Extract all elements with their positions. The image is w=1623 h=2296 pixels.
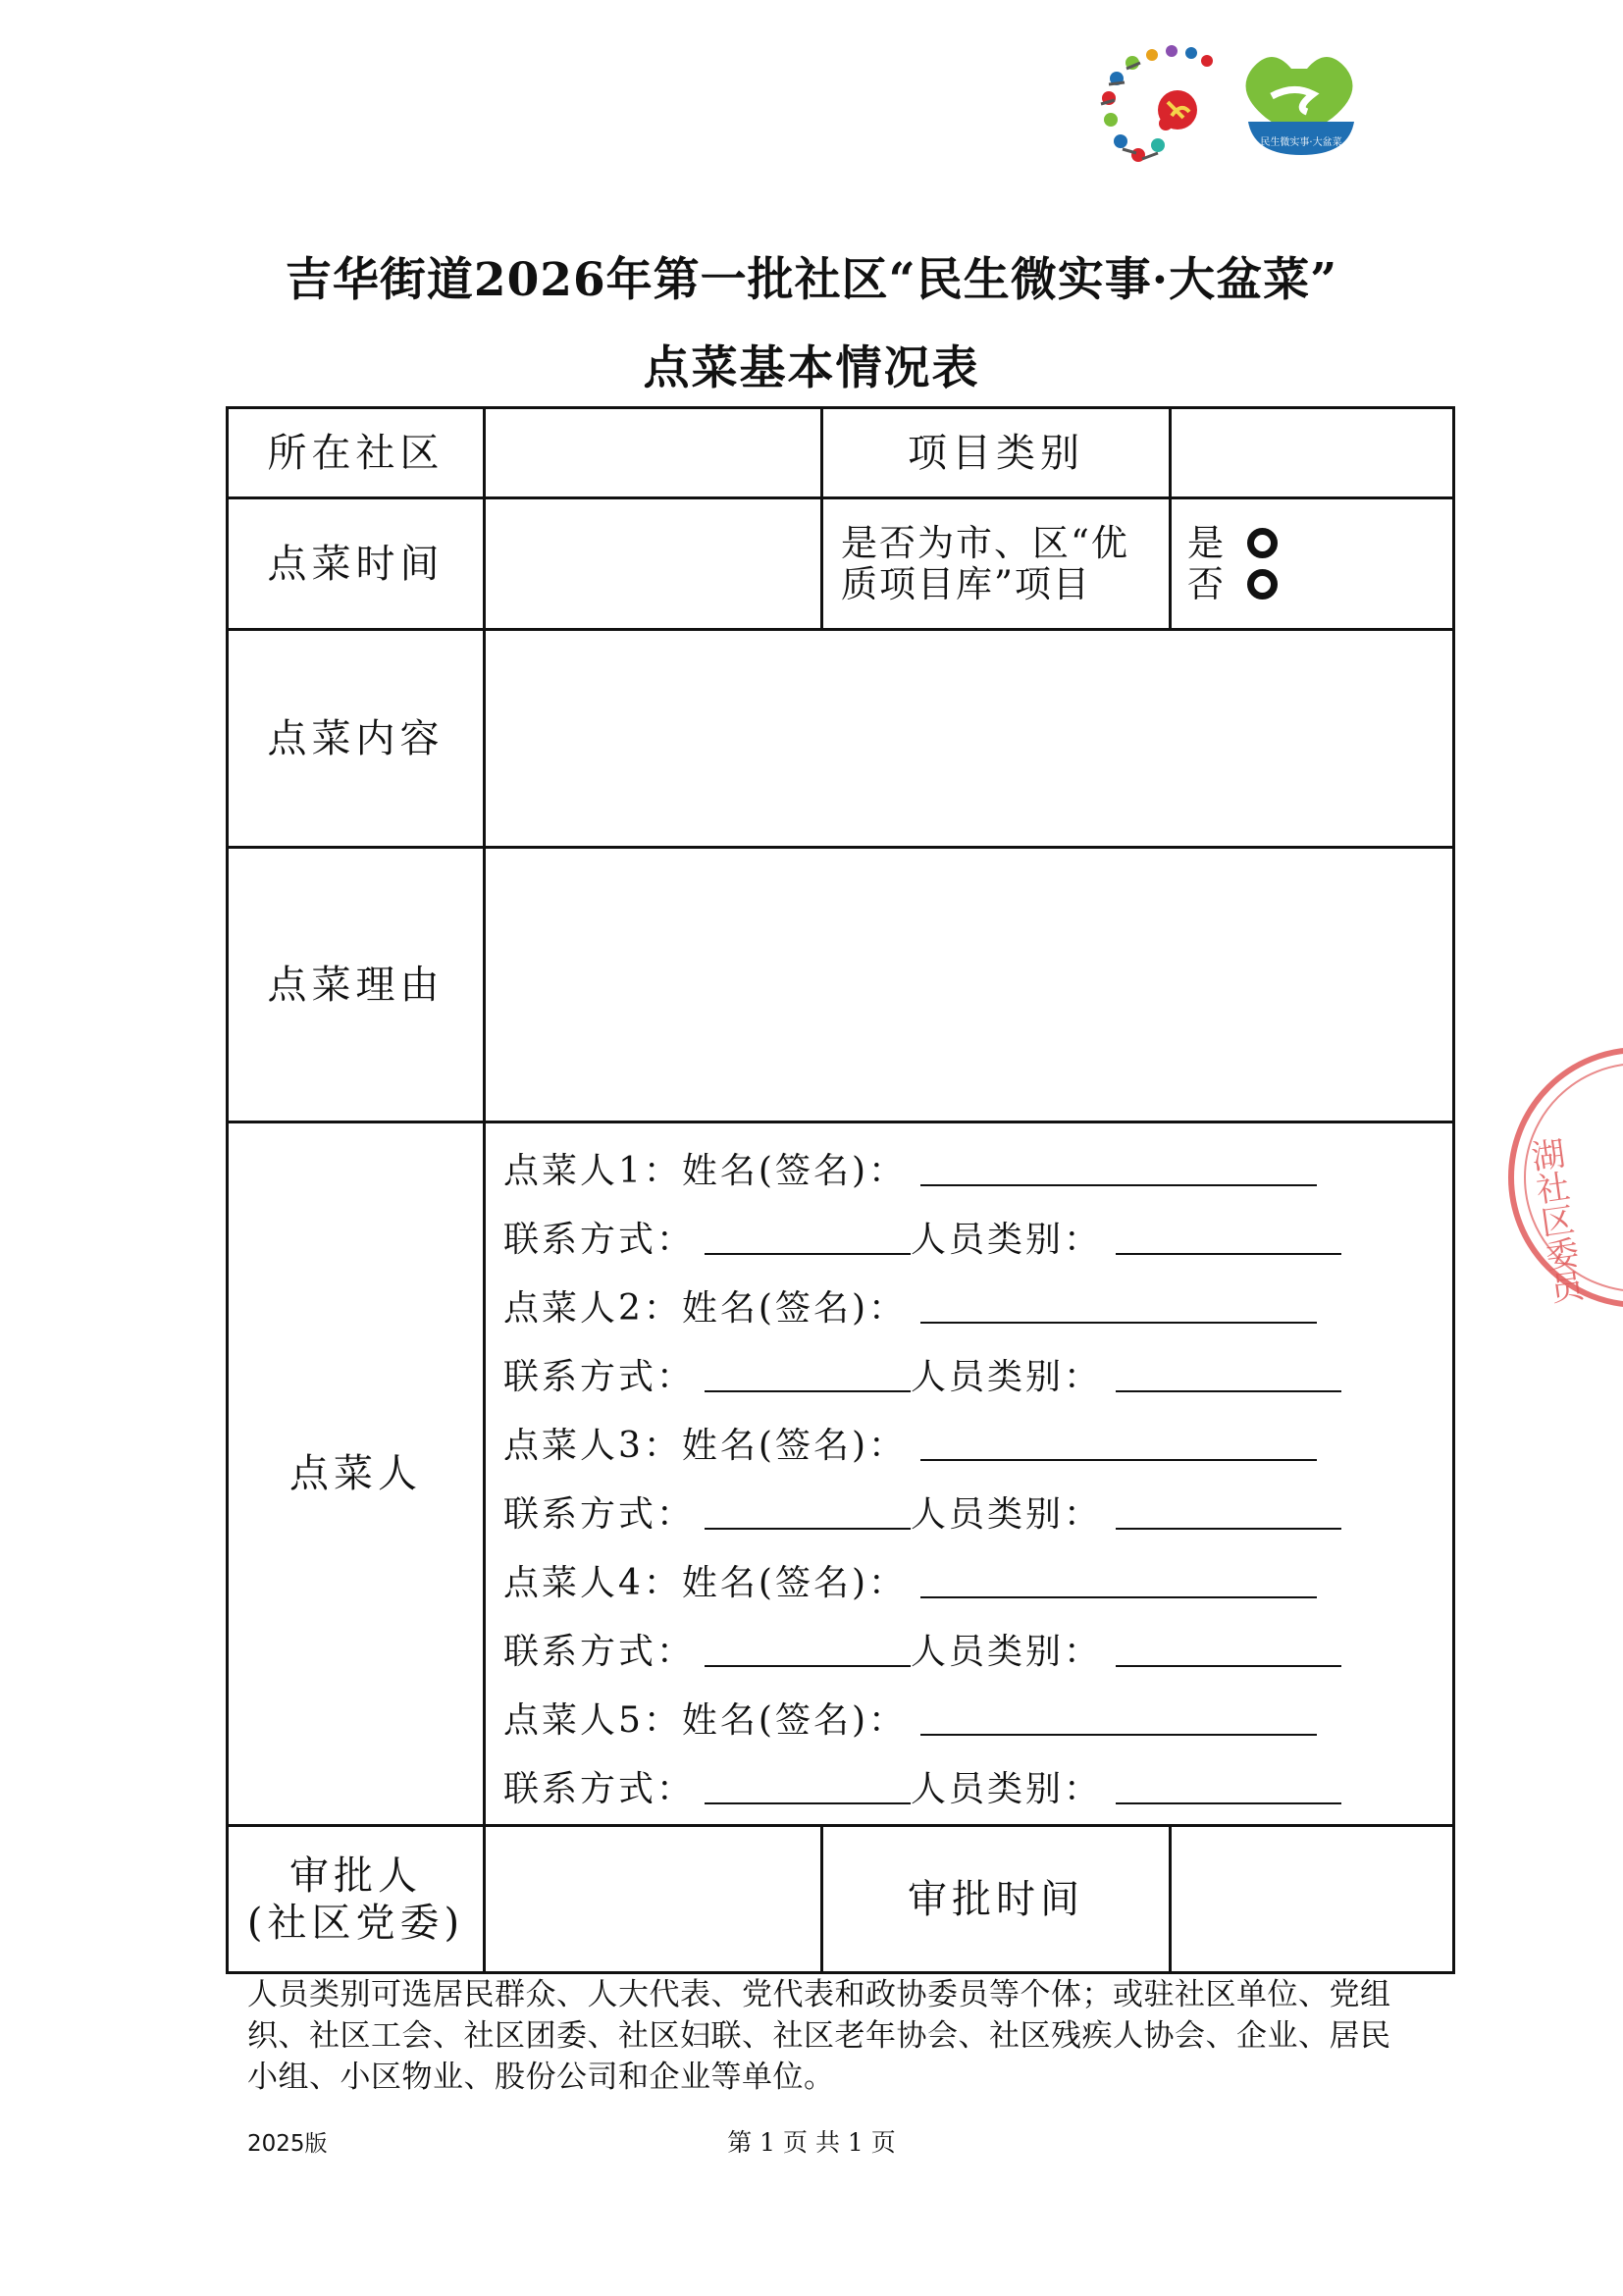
person-4-name-label: 点菜人4：姓名(签名)： — [503, 1562, 907, 1603]
person-3-name-row — [486, 1408, 1452, 1477]
row-approval — [228, 1826, 1454, 1973]
person-5-contact-field[interactable] — [705, 1767, 911, 1804]
person-1-type-label: 人员类别： — [911, 1219, 1103, 1260]
approver-label — [228, 1826, 485, 1973]
person-3-type-label: 人员类别： — [911, 1493, 1103, 1535]
person-3-name-field[interactable] — [920, 1424, 1317, 1461]
person-1-name-field[interactable] — [920, 1149, 1317, 1186]
person-4-contact-field[interactable] — [705, 1630, 911, 1667]
person-4-name-row — [486, 1545, 1452, 1614]
logo-caption: 民生微实事·大盆菜 — [1260, 137, 1342, 148]
page-number: 第 1 页 共 1 页 — [727, 2128, 896, 2157]
quality-choice — [1171, 498, 1454, 630]
person-1-type-field[interactable] — [1116, 1218, 1341, 1255]
no-label: 否 — [1187, 562, 1224, 605]
community-field[interactable] — [485, 408, 822, 498]
stamp-graphic — [1472, 1030, 1623, 1325]
people-heart-logo — [1101, 45, 1213, 162]
person-2-name-row — [486, 1271, 1452, 1339]
page-subtitle: 点菜基本情况表 — [643, 341, 980, 395]
person-1-name-label: 点菜人1：姓名(签名)： — [503, 1150, 907, 1191]
quality-project-label — [822, 498, 1171, 630]
version-label: 2025版 — [247, 2131, 328, 2157]
row-people — [228, 1122, 1454, 1826]
approver-label-line2: (社区党委) — [246, 1900, 465, 1946]
row-reason — [228, 848, 1454, 1122]
row-time — [228, 498, 1454, 630]
person-2-contact-label: 联系方式： — [503, 1356, 696, 1397]
row-community — [228, 408, 1454, 498]
content-field[interactable] — [485, 630, 1454, 848]
person-5-type-label: 人员类别： — [911, 1768, 1103, 1809]
person-1-contact-label: 联系方式： — [503, 1219, 696, 1260]
person-5-name-field[interactable] — [920, 1698, 1317, 1736]
person-5-contact-label: 联系方式： — [503, 1768, 696, 1809]
approver-field[interactable] — [485, 1826, 822, 1973]
yes-radio-icon[interactable] — [1247, 528, 1278, 558]
official-stamp — [1472, 1030, 1623, 1325]
person-1-contact-row — [486, 1202, 1452, 1271]
person-2-type-field[interactable] — [1116, 1355, 1341, 1392]
person-5-name-label: 点菜人5：姓名(签名)： — [503, 1699, 907, 1741]
header-logos — [1087, 39, 1401, 177]
minsheng-bowl-logo — [1246, 57, 1354, 155]
row-content — [228, 630, 1454, 848]
person-3-contact-field[interactable] — [705, 1492, 911, 1530]
person-5-type-field[interactable] — [1116, 1767, 1341, 1804]
category-label: 项目类别 — [822, 408, 1171, 498]
reason-field[interactable] — [485, 848, 1454, 1122]
stamp-text: 湖社区委员 — [1523, 1135, 1586, 1307]
time-label: 点菜时间 — [228, 498, 485, 630]
person-3-contact-label: 联系方式： — [503, 1493, 696, 1535]
person-3-name-label: 点菜人3：姓名(签名)： — [503, 1425, 907, 1466]
approve-time-field[interactable] — [1171, 1826, 1454, 1973]
person-4-type-field[interactable] — [1116, 1630, 1341, 1667]
community-label: 所在社区 — [228, 408, 485, 498]
quality-label-line2: 质项目库”项目 — [841, 562, 1091, 605]
person-3-type-field[interactable] — [1116, 1492, 1341, 1530]
person-4-contact-row — [486, 1614, 1452, 1683]
reason-label: 点菜理由 — [228, 848, 485, 1122]
person-4-contact-label: 联系方式： — [503, 1631, 696, 1672]
approve-time-label: 审批时间 — [822, 1826, 1171, 1973]
time-field[interactable] — [485, 498, 822, 630]
person-1-contact-field[interactable] — [705, 1218, 911, 1255]
approver-label-line1: 审批人 — [289, 1852, 422, 1899]
no-radio-icon[interactable] — [1247, 569, 1278, 600]
order-form-table — [226, 406, 1455, 1974]
no-option[interactable] — [1187, 564, 1452, 605]
category-field[interactable] — [1171, 408, 1454, 498]
yes-option[interactable] — [1187, 523, 1452, 564]
person-2-type-label: 人员类别： — [911, 1356, 1103, 1397]
person-2-name-field[interactable] — [920, 1286, 1317, 1324]
content-label: 点菜内容 — [228, 630, 485, 848]
logo-graphics — [1087, 39, 1401, 177]
person-1-name-row — [486, 1133, 1452, 1202]
people-list — [485, 1122, 1454, 1826]
person-2-contact-row — [486, 1339, 1452, 1408]
person-4-name-field[interactable] — [920, 1561, 1317, 1598]
category-note: 人员类别可选居民群众、人大代表、党代表和政协委员等个体；或驻社区单位、党组织、社区工会、社区团委、社区妇联、社区老年协会、社区残疾人协会、企业、居民小组、小区物业、股份公司和企业等单位。 — [247, 1977, 1391, 2095]
person-5-contact-row — [486, 1751, 1452, 1820]
person-3-contact-row — [486, 1477, 1452, 1545]
people-label: 点菜人 — [228, 1122, 485, 1826]
quality-label-line1: 是否为市、区“优 — [841, 521, 1129, 564]
page-title: 吉华街道2026年第一批社区“民生微实事·大盆菜” — [285, 253, 1338, 307]
person-2-contact-field[interactable] — [705, 1355, 911, 1392]
yes-label: 是 — [1187, 521, 1224, 564]
person-4-type-label: 人员类别： — [911, 1631, 1103, 1672]
person-5-name-row — [486, 1683, 1452, 1751]
person-2-name-label: 点菜人2：姓名(签名)： — [503, 1287, 907, 1329]
